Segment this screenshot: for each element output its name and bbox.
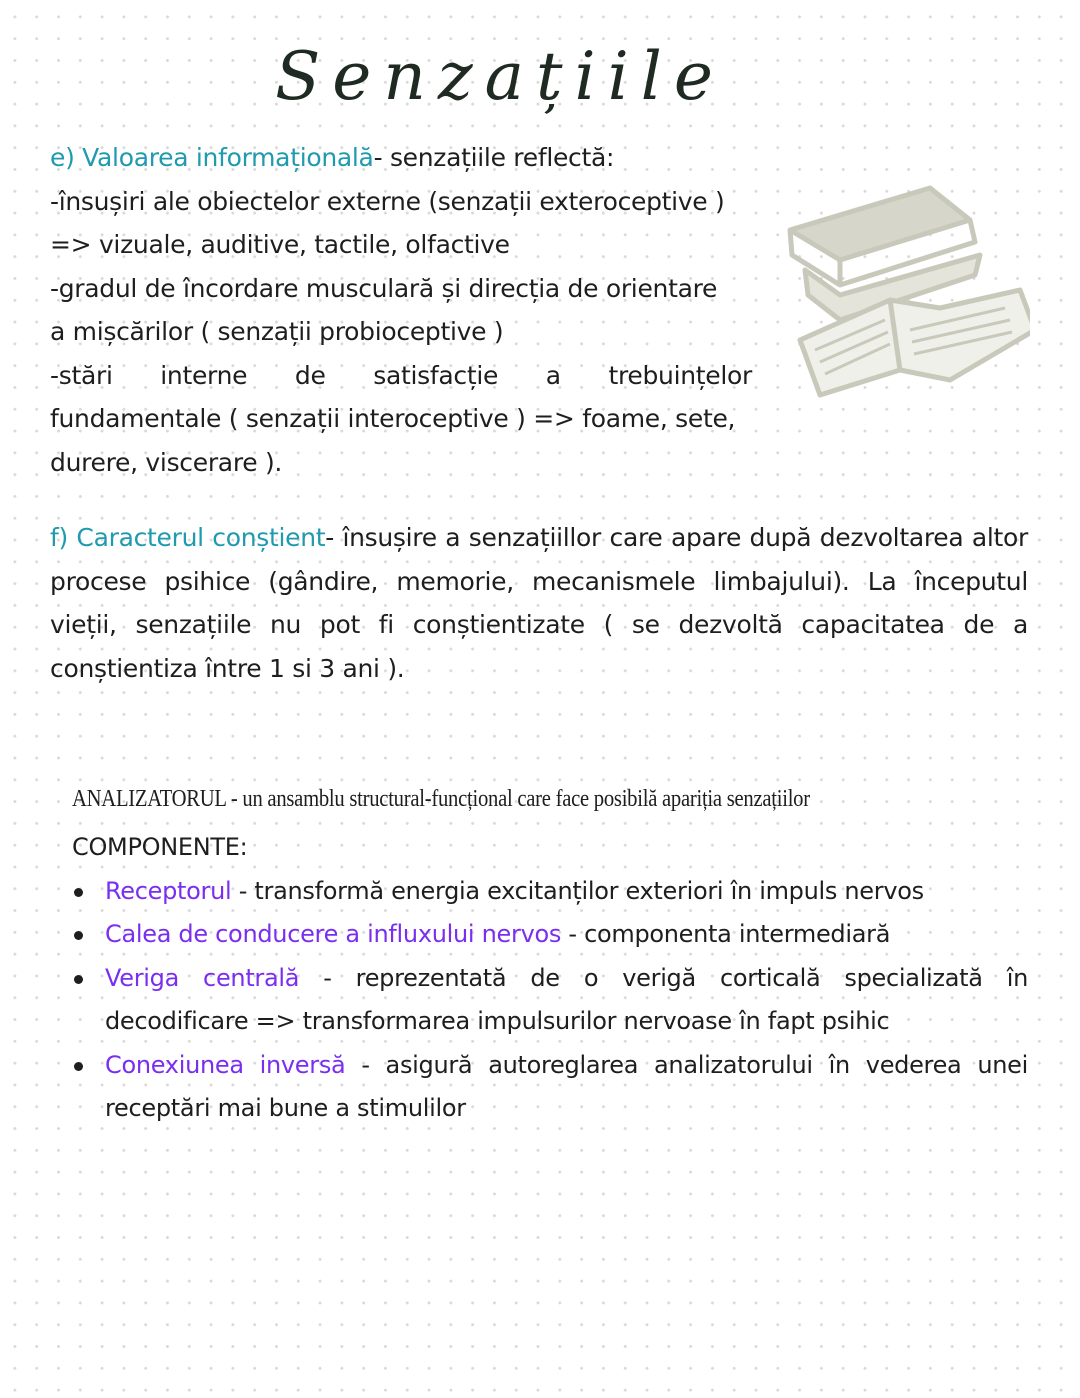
- section-f: [50, 516, 1028, 690]
- books-illustration-icon: [780, 180, 1030, 430]
- component-desc: - componenta intermediară: [561, 920, 891, 948]
- components-section: [72, 826, 1028, 1131]
- section-e-heading: e) Valoarea informațională: [50, 143, 374, 172]
- page-title: Senzațiile: [275, 38, 725, 115]
- list-item: [72, 957, 1028, 1044]
- list-item: [72, 1044, 1028, 1131]
- text-line: durere, viscerare ).: [50, 447, 283, 477]
- component-term: Calea de conducere a influxului nervos: [105, 920, 562, 948]
- text-line: -stări interne de satisfacție a trebuințelor: [50, 360, 752, 390]
- analizator-definition: ANALIZATORUL - un ansamblu structural-funcțional care face posibilă apariția senzațiilor: [72, 786, 810, 812]
- component-desc: - transformă energia excitanților exteriori în impuls nervos: [231, 876, 924, 905]
- section-f-body: - însușire a senzațiillor care apare după dezvoltarea altor procese psihice (gândire, memorie, mecanismele limbajului). La începutul vieții, senzațiile nu pot fi conștientizate ( se dezvoltă capacitatea de a conștientiza între 1 si 3 ani ).: [50, 523, 1028, 683]
- list-item: [72, 870, 1028, 914]
- component-term: Veriga centrală: [105, 963, 300, 992]
- component-term: Conexiunea inversă: [105, 1050, 346, 1079]
- section-e-intro: - senzațiile reflectă:: [373, 143, 615, 172]
- section-e: [50, 136, 752, 484]
- components-label: COMPONENTE:: [72, 833, 248, 861]
- list-item: [72, 913, 1028, 957]
- component-desc: - reprezentată de o verigă corticală specializată în decodificare => transformarea impulsurilor nervoase în fapt psihic: [105, 963, 1028, 1035]
- component-term: Receptorul: [105, 876, 232, 905]
- text-line: fundamentale ( senzații interoceptive ) => foame, sete,: [50, 404, 736, 433]
- text-line: -gradul de încordare musculară și direcția de orientare: [50, 273, 718, 303]
- component-desc: - asigură autoreglarea analizatorului în vederea unei receptări mai bune a stimulilor: [105, 1050, 1028, 1122]
- section-f-heading: f) Caracterul conștient: [50, 523, 326, 552]
- text-line: a mișcărilor ( senzații probioceptive ): [50, 317, 504, 346]
- text-line: -însușiri ale obiectelor externe (senzații exteroceptive ): [50, 186, 725, 216]
- text-line: => vizuale, auditive, tactile, olfactive: [50, 230, 510, 259]
- components-list: [72, 870, 1028, 1131]
